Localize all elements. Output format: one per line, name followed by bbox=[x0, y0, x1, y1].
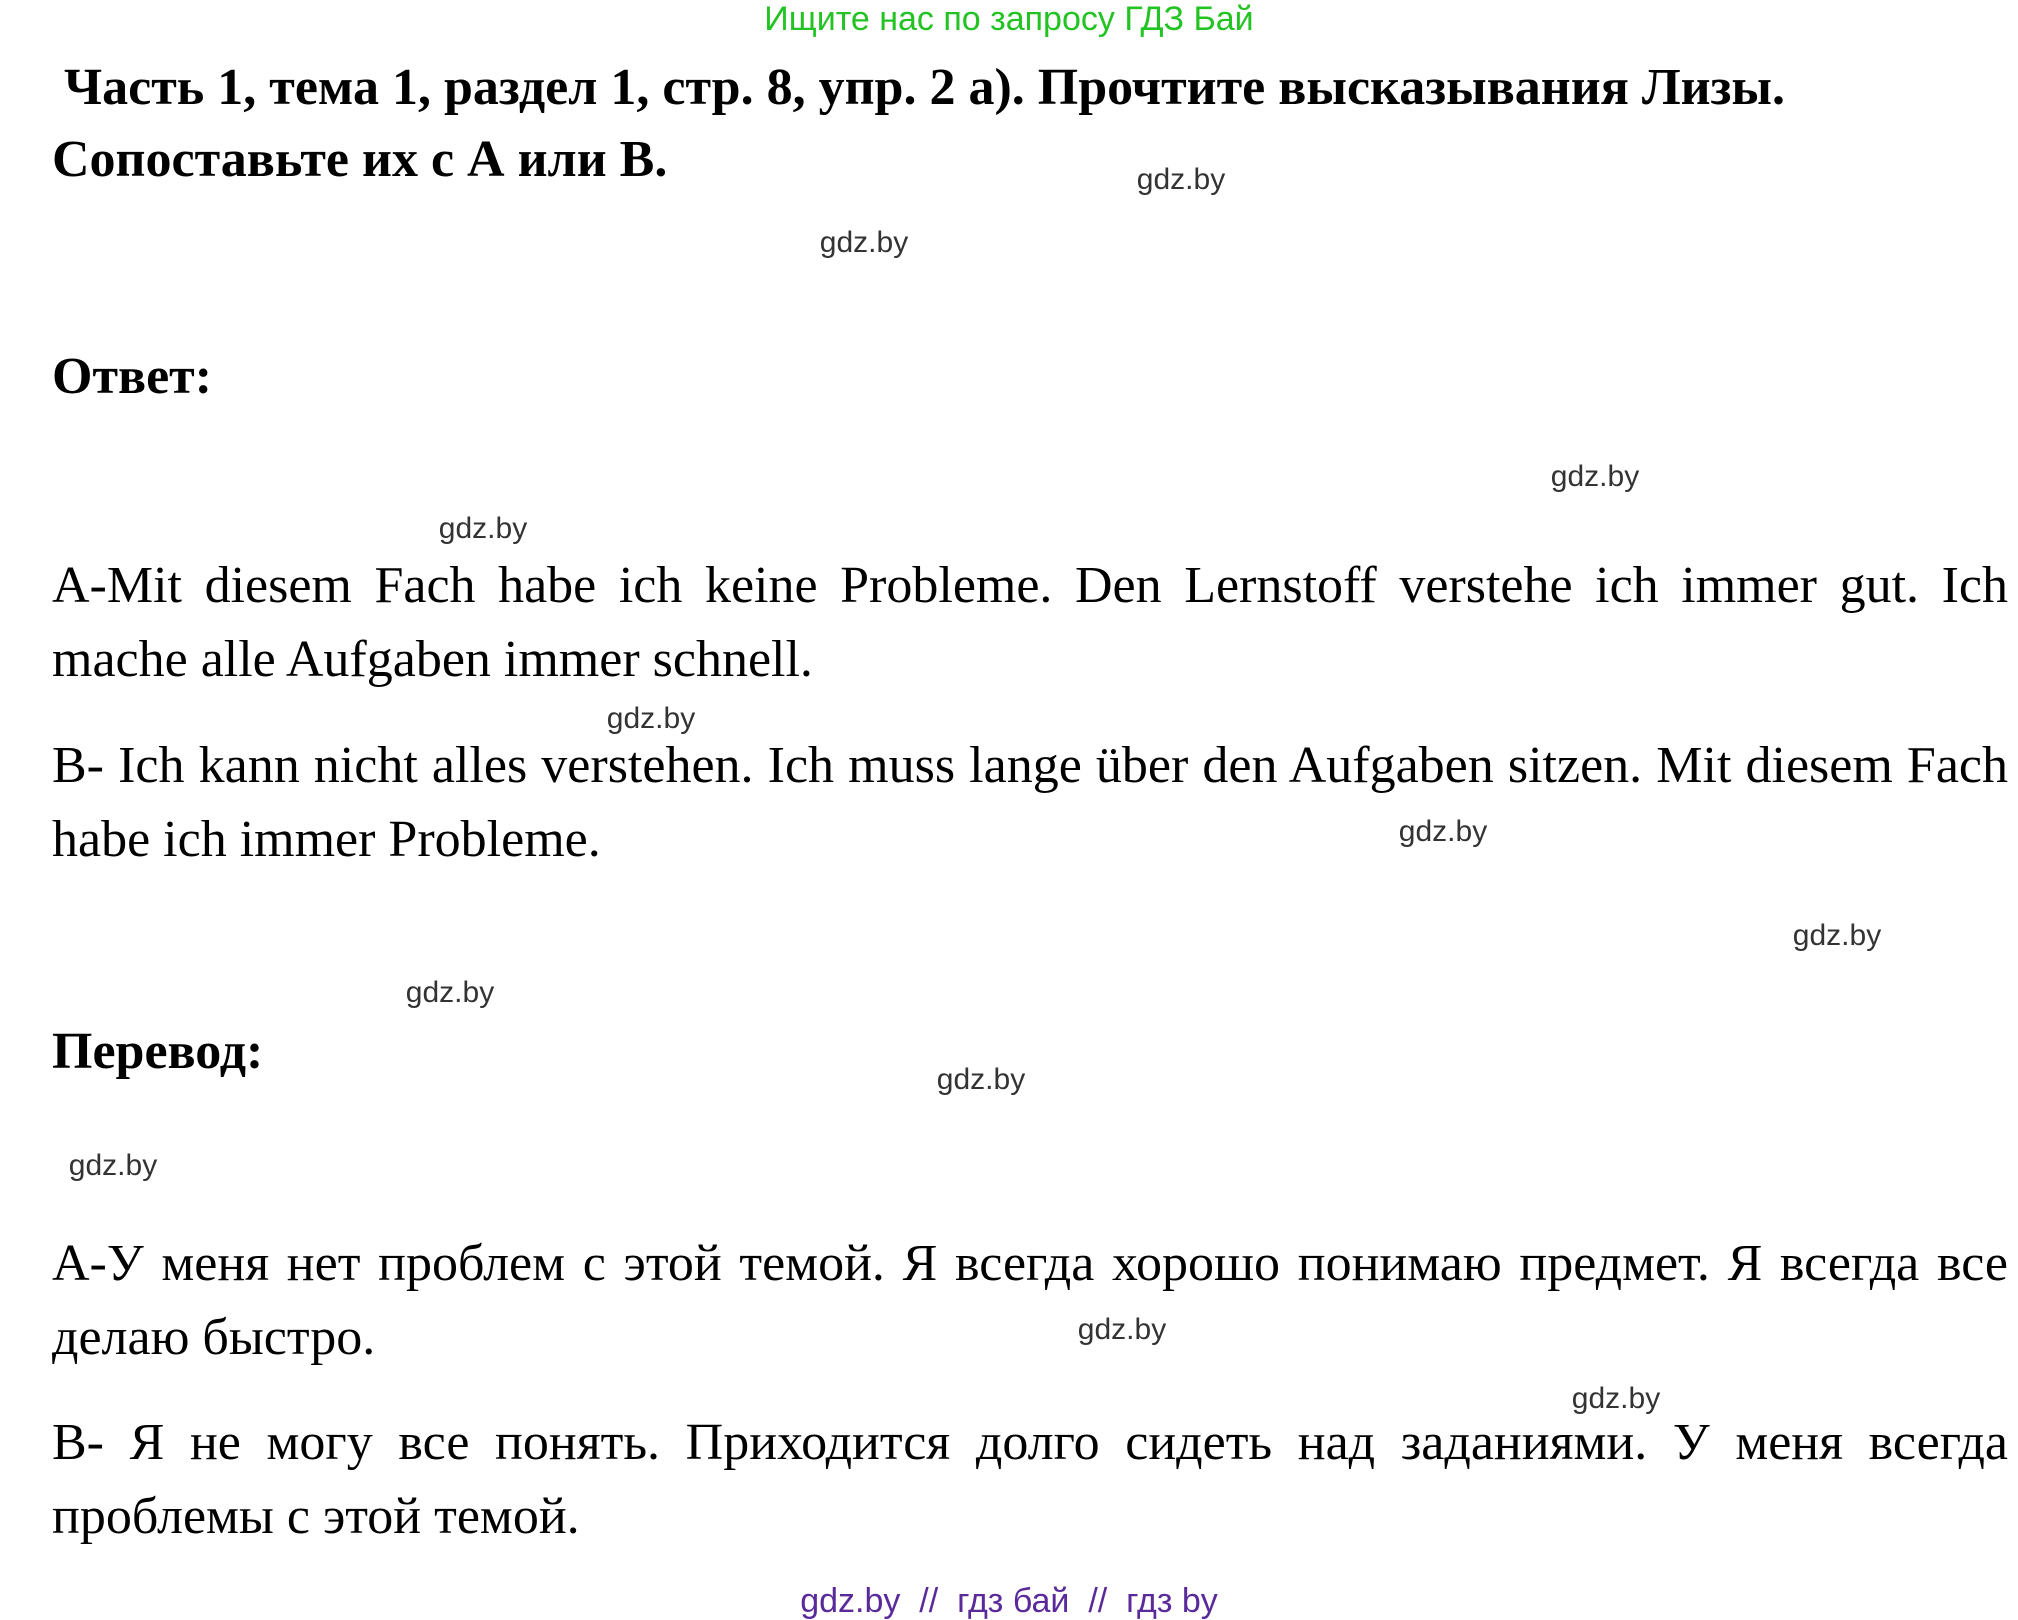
translation-heading: Перевод: bbox=[52, 1023, 264, 1080]
watermark: gdz.by bbox=[438, 512, 528, 545]
watermark: gdz.by bbox=[936, 1063, 1026, 1096]
search-banner: Ищите нас по запросу ГДЗ Бай bbox=[764, 0, 1254, 38]
answer-b: B- Ich kann nicht alles verstehen. Ich muss lange über den Aufgaben sitzen. Mit diesem Fach habe ich immer Probleme. bbox=[52, 737, 2008, 868]
watermark: gdz.by bbox=[1077, 1313, 1167, 1346]
watermark: gdz.by bbox=[1550, 460, 1640, 493]
answer-a: A-Mit diesem Fach habe ich keine Probleme. Den Lernstoff verstehe ich immer gut. Ich mache alle Aufgaben immer schnell. bbox=[52, 557, 2008, 688]
translation-a: А-У меня нет проблем с этой темой. Я всегда хорошо понимаю предмет. Я всегда все делаю быстро. bbox=[52, 1235, 2008, 1366]
title-line-1: Часть 1, тема 1, раздел 1, стр. 8, упр. 2 а). Прочтите высказывания Лизы. bbox=[64, 59, 1786, 116]
watermark: gdz.by bbox=[819, 226, 909, 259]
watermark: gdz.by bbox=[606, 702, 696, 735]
watermark: gdz.by bbox=[1398, 815, 1488, 848]
watermark: gdz.by bbox=[405, 976, 495, 1009]
watermark: gdz.by bbox=[68, 1149, 158, 1182]
footer-links: gdz.by // гдз бай // гдз by bbox=[800, 1582, 1218, 1620]
watermark: gdz.by bbox=[1571, 1382, 1661, 1415]
watermark: gdz.by bbox=[1136, 163, 1226, 196]
exercise-title bbox=[52, 52, 2008, 196]
watermark: gdz.by bbox=[1792, 919, 1882, 952]
title-line-2: Сопоставьте их с А или В. bbox=[52, 131, 668, 188]
answer-heading: Ответ: bbox=[52, 348, 213, 405]
translation-b: В- Я не могу все понять. Приходится долго сидеть над заданиями. У меня всегда проблемы с этой темой. bbox=[52, 1414, 2008, 1545]
